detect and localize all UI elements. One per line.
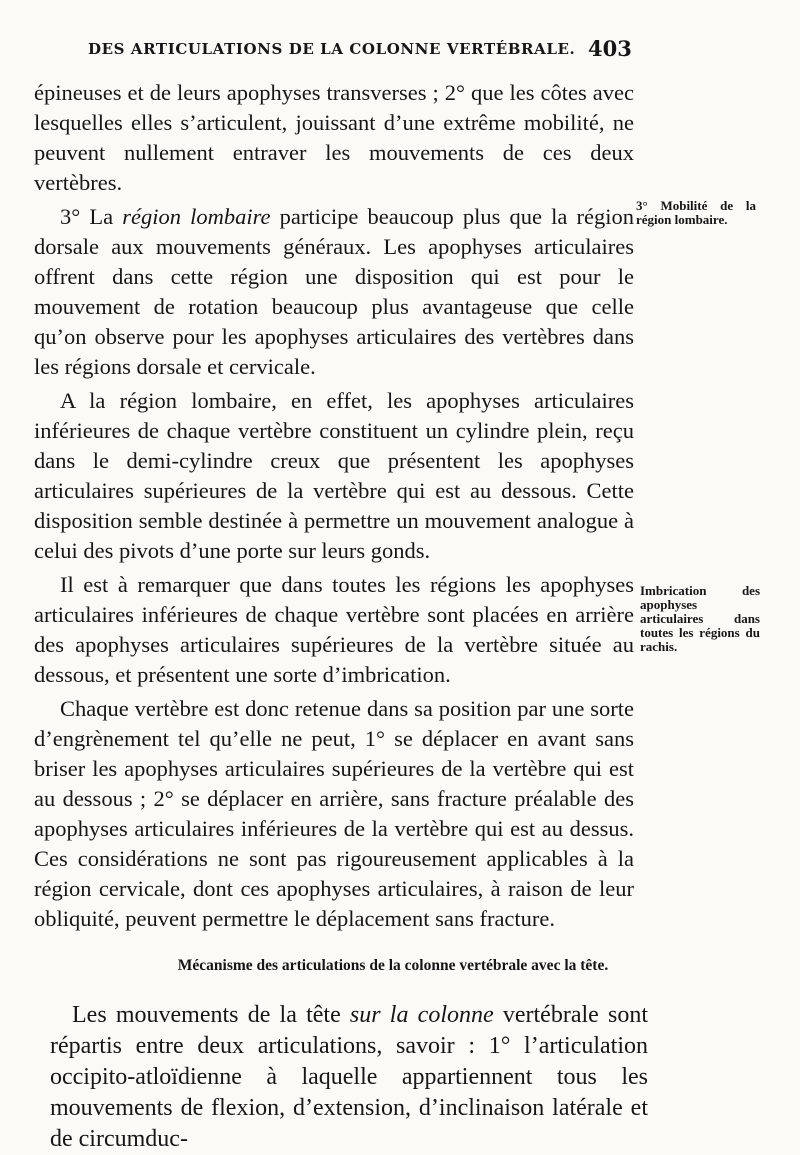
paragraph-lead: 3° La <box>60 204 123 229</box>
paragraph-engrenement: Chaque vertèbre est donc retenue dans sa position par une sorte d’engrènement tel qu’elle ne peut, 1° se déplacer en avant sans briser les apophyses articulaires supérieures de la vertèbre qui est au dessous ; 2° se déplacer en arrière, sans fracture préalable des apophyses articulaires inférieures de la vertèbre qui est au dessus. Ces considérations ne sont pas rigoureusement applicables à la région cervicale, dont ces apophyses articulaires, à raison de leur obliquité, peuvent permettre le déplacement sans fracture. <box>34 696 634 931</box>
paragraph-lead: Les mouvements de la tête <box>72 1002 350 1028</box>
margin-note-imbrication: Imbrication des apophyses articulaires dans toutes les régions du rachis. <box>640 583 760 654</box>
paragraph-head-movements <box>50 1000 648 1155</box>
emphasis-lumbar-region: région lombaire <box>122 204 271 229</box>
running-header: DES ARTICULATIONS DE LA COLONNE VERTÉBRALE. <box>88 40 576 58</box>
margin-note-lumbar-mobility: 3° Mobilité de la région lombaire. <box>636 198 756 227</box>
section-title: Mécanisme des articulations de la colonne vertébrale avec la tête. <box>177 957 609 974</box>
section-text <box>50 1000 648 1155</box>
emphasis-sur-la-colonne: sur la colonne <box>349 1002 494 1028</box>
paragraph-imbrication: Il est à remarquer que dans toutes les régions les apophyses articulaires inférieures de chaque vertèbre sont placées en arrière des apophyses articulaires supérieures de la vertèbre située au dessous, et présentent une sorte d’imbrication. <box>34 572 634 687</box>
paragraph-rest: participe beaucoup plus que la région dorsale aux mouvements généraux. Les apophyses articulaires offrent dans cette région une disposition qui est pour le mouvement de rotation beaucoup plus avantageuse que celle qu’on observe pour les apophyses articulaires des vertèbres dans les régions dorsale et cervicale. <box>34 204 634 379</box>
paragraph-rest: vertébrale sont répartis entre deux articulations, savoir : 1° l’articulation occipito-atloïdienne à laquelle appartiennent tous les mouvements de flexion, d’extension, d’inclinaison latérale et de circumduc- <box>50 1002 648 1152</box>
main-text <box>34 78 634 934</box>
paragraph-continued: épineuses et de leurs apophyses transverses ; 2° que les côtes avec lesquelles elles s’articulent, jouissant d’une extrême mobilité, ne peuvent nullement entraver les mouvements de ces deux vertèbres. <box>34 80 634 195</box>
paragraph-lumbar-detail: A la région lombaire, en effet, les apophyses articulaires inférieures de chaque vertèbre constituent un cylindre plein, reçu dans le demi-cylindre creux que présentent les apophyses articulaires supérieures de la vertèbre qui est au dessous. Cette disposition semble destinée à permettre un mouvement analogue à celui des pivots d’une porte sur leurs gonds. <box>34 388 634 563</box>
page-number: 403 <box>588 36 632 61</box>
paragraph-lumbar-region <box>34 202 634 382</box>
